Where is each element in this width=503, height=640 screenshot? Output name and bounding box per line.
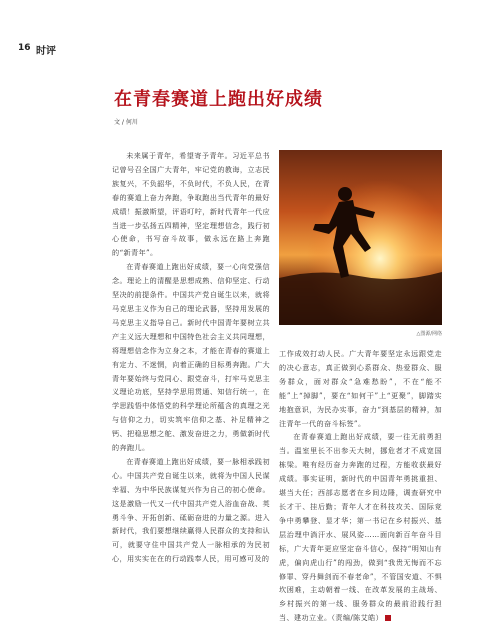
end-mark-icon [385, 615, 391, 621]
page-number: 16 [18, 43, 31, 53]
paragraph: 工作成效打动人民。广大青年要坚定永远跟党走的决心意志，真正做到心系群众、热爱群众、服务群众，面对群众“急难愁盼”，不在“能不能”上“掉脚”，要在“如何干”上“更聚”，脚踏实地抱意识，为民办实事，奋力“到基层的精神，加注青年一代的奋斗标签”。 [279, 349, 442, 428]
article-left-column [112, 149, 270, 566]
article-title: 在青春赛道上跑出好成绩 [114, 89, 323, 110]
runner-photo [279, 150, 442, 325]
paragraph: 在青春赛道上跑出好成绩，要一心向党强信念。理论上的清醒是思想成熟、信仰坚定、行动坚决的前提条件。中国共产党自诞生以来，就将马克思主义作为自己的理论武器，坚持用发展的马克思主义指导自己。新时代中国青年要树立共产主义远大理想和中国特色社会主义共同理想，将理想信念作为立身之本，才能在青春的赛道上有定力、不迷惘，向着正确的目标勇奔跑。广大青年要始终与党同心、跟党奋斗，打牢马克思主义理论功底，坚持学思用贯通、知信行统一，在学思践悟中体悟党的科学理论所蕴含的真理之光与信仰之力，切实筑牢信仰之基、补足精神之钙、把稳思想之舵、激发奋进之力，勇做新时代的奔跑儿。 [112, 262, 270, 453]
section-label: 时评 [36, 46, 56, 57]
paragraph: 在青春赛道上跑出好成绩，要一脉相承践初心。中国共产党自诞生以来，就将为中国人民谋幸福、为中华民族谋复兴作为自己的初心使命。这是激励一代又一代中国共产党人浴血奋战、英勇斗争、开拓创新、砥砺奋进的力量之源。进入新时代，我们要想继续赢得人民群众的支持和认可，就要守住中国共产党人一脉相承的为民初心，用实实在在的行动践奉人民，用可感可及的 [112, 456, 270, 564]
photo-caption: △图源/网络 [416, 331, 442, 337]
paragraph: 未来属于青年，希望寄予青年。习近平总书记曾号召全国广大青年，牢记党的教诲，立志民族复兴，不负韶华，不负时代，不负人民，在青春的赛道上奋力奔跑，争取跑出当代青年的最好成绩！振激斯望，评语叮咛，新时代青年一代应当进一步弘扬五四精神，坚定理想信念，践行初心使命，书写奋斗故事，做永远在路上奔跑的“新青年”。 [112, 151, 270, 258]
paragraph-text: 在青春赛道上跑出好成绩，要一往无前勇担当。温室里长不出参天大树，挪危者才不成宽国栋梁。唯有经历奋力奔跑的过程，方能收获最好成绩。事实证明，新时代的中国青年勇挑重担、堪当大任；西部志愿者在乡间边陲，调查研究中长才干、挂后勤；青年人才在科技攻关、国际竞争中勇攀登、显才华；第一书记在乡村振兴、基层治理中淌汗水、展风姿……面向新百年奋斗目标，广大青年更应坚定奋斗信心，保持“明知山有虎，偏向虎山行”的闯劲，做到“我贵无悔而不忘修罪、穿丹舞剑而不春老命”，不管国安道、不惧坎困难，主动朝着一线、在改革发展的主战场、乡村振兴的第一线、服务群众的最前沿践行担当、建功立业。（责编/陈艾皓） [279, 432, 442, 623]
paragraph [279, 430, 442, 625]
article-right-column [279, 347, 442, 625]
article-byline: 文 / 何川 [114, 119, 138, 126]
